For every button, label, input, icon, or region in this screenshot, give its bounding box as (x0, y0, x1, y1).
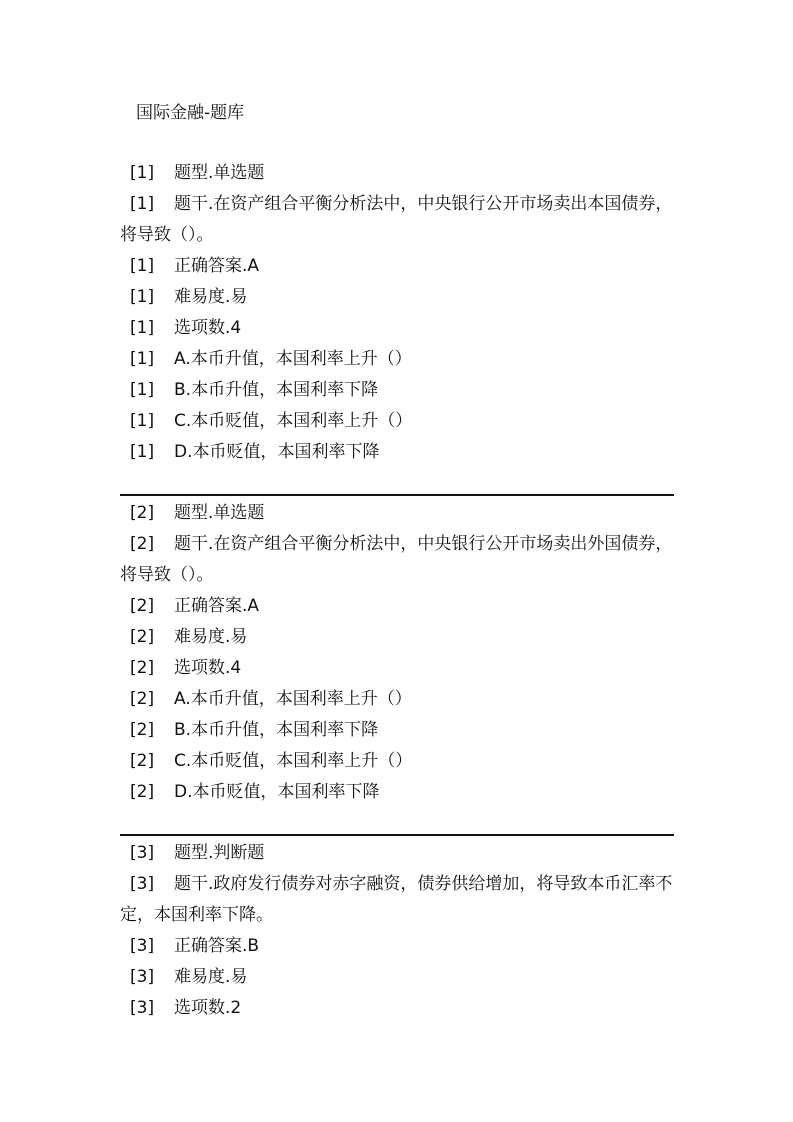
question-number: [2] (130, 658, 155, 678)
option-count-line (120, 313, 680, 344)
option-count: 选项数.4 (174, 658, 242, 678)
question-number: [2] (130, 534, 155, 554)
option-count-line (120, 993, 680, 1024)
option-a: A.本币升值，本国利率上升（） (174, 349, 412, 369)
option-a: A.本币升值，本国利率上升（） (174, 689, 412, 709)
question-stem: 题干.政府发行债券对赤字融资，债券供给增加，将导致本币汇率不定，本国利率下降。 (120, 874, 673, 925)
question-number: [1] (130, 380, 155, 400)
question-number: [1] (130, 442, 155, 462)
document-title: 国际金融-题库 (136, 103, 245, 123)
question-stem-line (120, 869, 680, 931)
question-number: [3] (130, 843, 155, 863)
question-number: [2] (130, 720, 155, 740)
option-c: C.本币贬值，本国利率上升（） (174, 751, 413, 771)
question-stem-line (120, 189, 680, 251)
difficulty: 难易度.易 (174, 287, 248, 307)
question-stem-line (120, 529, 680, 591)
option-d: D.本币贬值，本国利率下降 (174, 782, 380, 802)
question-type: 题型.单选题 (174, 503, 265, 523)
question-number: [2] (130, 627, 155, 647)
question-type-line (120, 158, 680, 189)
question-3 (120, 838, 680, 1024)
question-number: [1] (130, 287, 155, 307)
correct-answer: 正确答案.A (174, 596, 260, 616)
difficulty-line (120, 622, 680, 653)
difficulty-line (120, 962, 680, 993)
difficulty: 难易度.易 (174, 627, 248, 647)
option-line (120, 344, 680, 375)
correct-answer: 正确答案.B (174, 936, 260, 956)
question-number: [3] (130, 998, 155, 1018)
difficulty-line (120, 282, 680, 313)
question-type: 题型.单选题 (174, 163, 265, 183)
option-line (120, 684, 680, 715)
option-line (120, 375, 680, 406)
question-number: [2] (130, 782, 155, 802)
question-number: [2] (130, 751, 155, 771)
question-number: [1] (130, 256, 155, 276)
option-d: D.本币贬值，本国利率下降 (174, 442, 380, 462)
question-type: 题型.判断题 (174, 843, 265, 863)
question-number: [3] (130, 936, 155, 956)
correct-answer: 正确答案.A (174, 256, 260, 276)
question-stem: 题干.在资产组合平衡分析法中，中央银行公开市场卖出本国债券，将导致（）。 (120, 194, 673, 245)
option-line (120, 406, 680, 437)
answer-line (120, 251, 680, 282)
question-type-line (120, 838, 680, 869)
question-type-line (120, 498, 680, 529)
question-2 (120, 498, 680, 808)
question-number: [2] (130, 689, 155, 709)
question-stem: 题干.在资产组合平衡分析法中，中央银行公开市场卖出外国债券，将导致（）。 (120, 534, 673, 585)
question-number: [3] (130, 874, 155, 894)
option-count: 选项数.2 (174, 998, 242, 1018)
option-b: B.本币升值，本国利率下降 (174, 380, 379, 400)
question-number: [1] (130, 163, 155, 183)
question-number: [1] (130, 194, 155, 214)
option-line (120, 746, 680, 777)
question-number: [2] (130, 503, 155, 523)
divider (120, 834, 674, 836)
option-line (120, 715, 680, 746)
difficulty: 难易度.易 (174, 967, 248, 987)
option-b: B.本币升值，本国利率下降 (174, 720, 379, 740)
divider (120, 494, 674, 496)
question-1 (120, 158, 680, 468)
option-line (120, 777, 680, 808)
question-number: [1] (130, 318, 155, 338)
option-line (120, 437, 680, 468)
option-count-line (120, 653, 680, 684)
question-number: [1] (130, 411, 155, 431)
answer-line (120, 931, 680, 962)
question-number: [3] (130, 967, 155, 987)
question-number: [2] (130, 596, 155, 616)
option-c: C.本币贬值，本国利率上升（） (174, 411, 413, 431)
question-number: [1] (130, 349, 155, 369)
answer-line (120, 591, 680, 622)
option-count: 选项数.4 (174, 318, 242, 338)
